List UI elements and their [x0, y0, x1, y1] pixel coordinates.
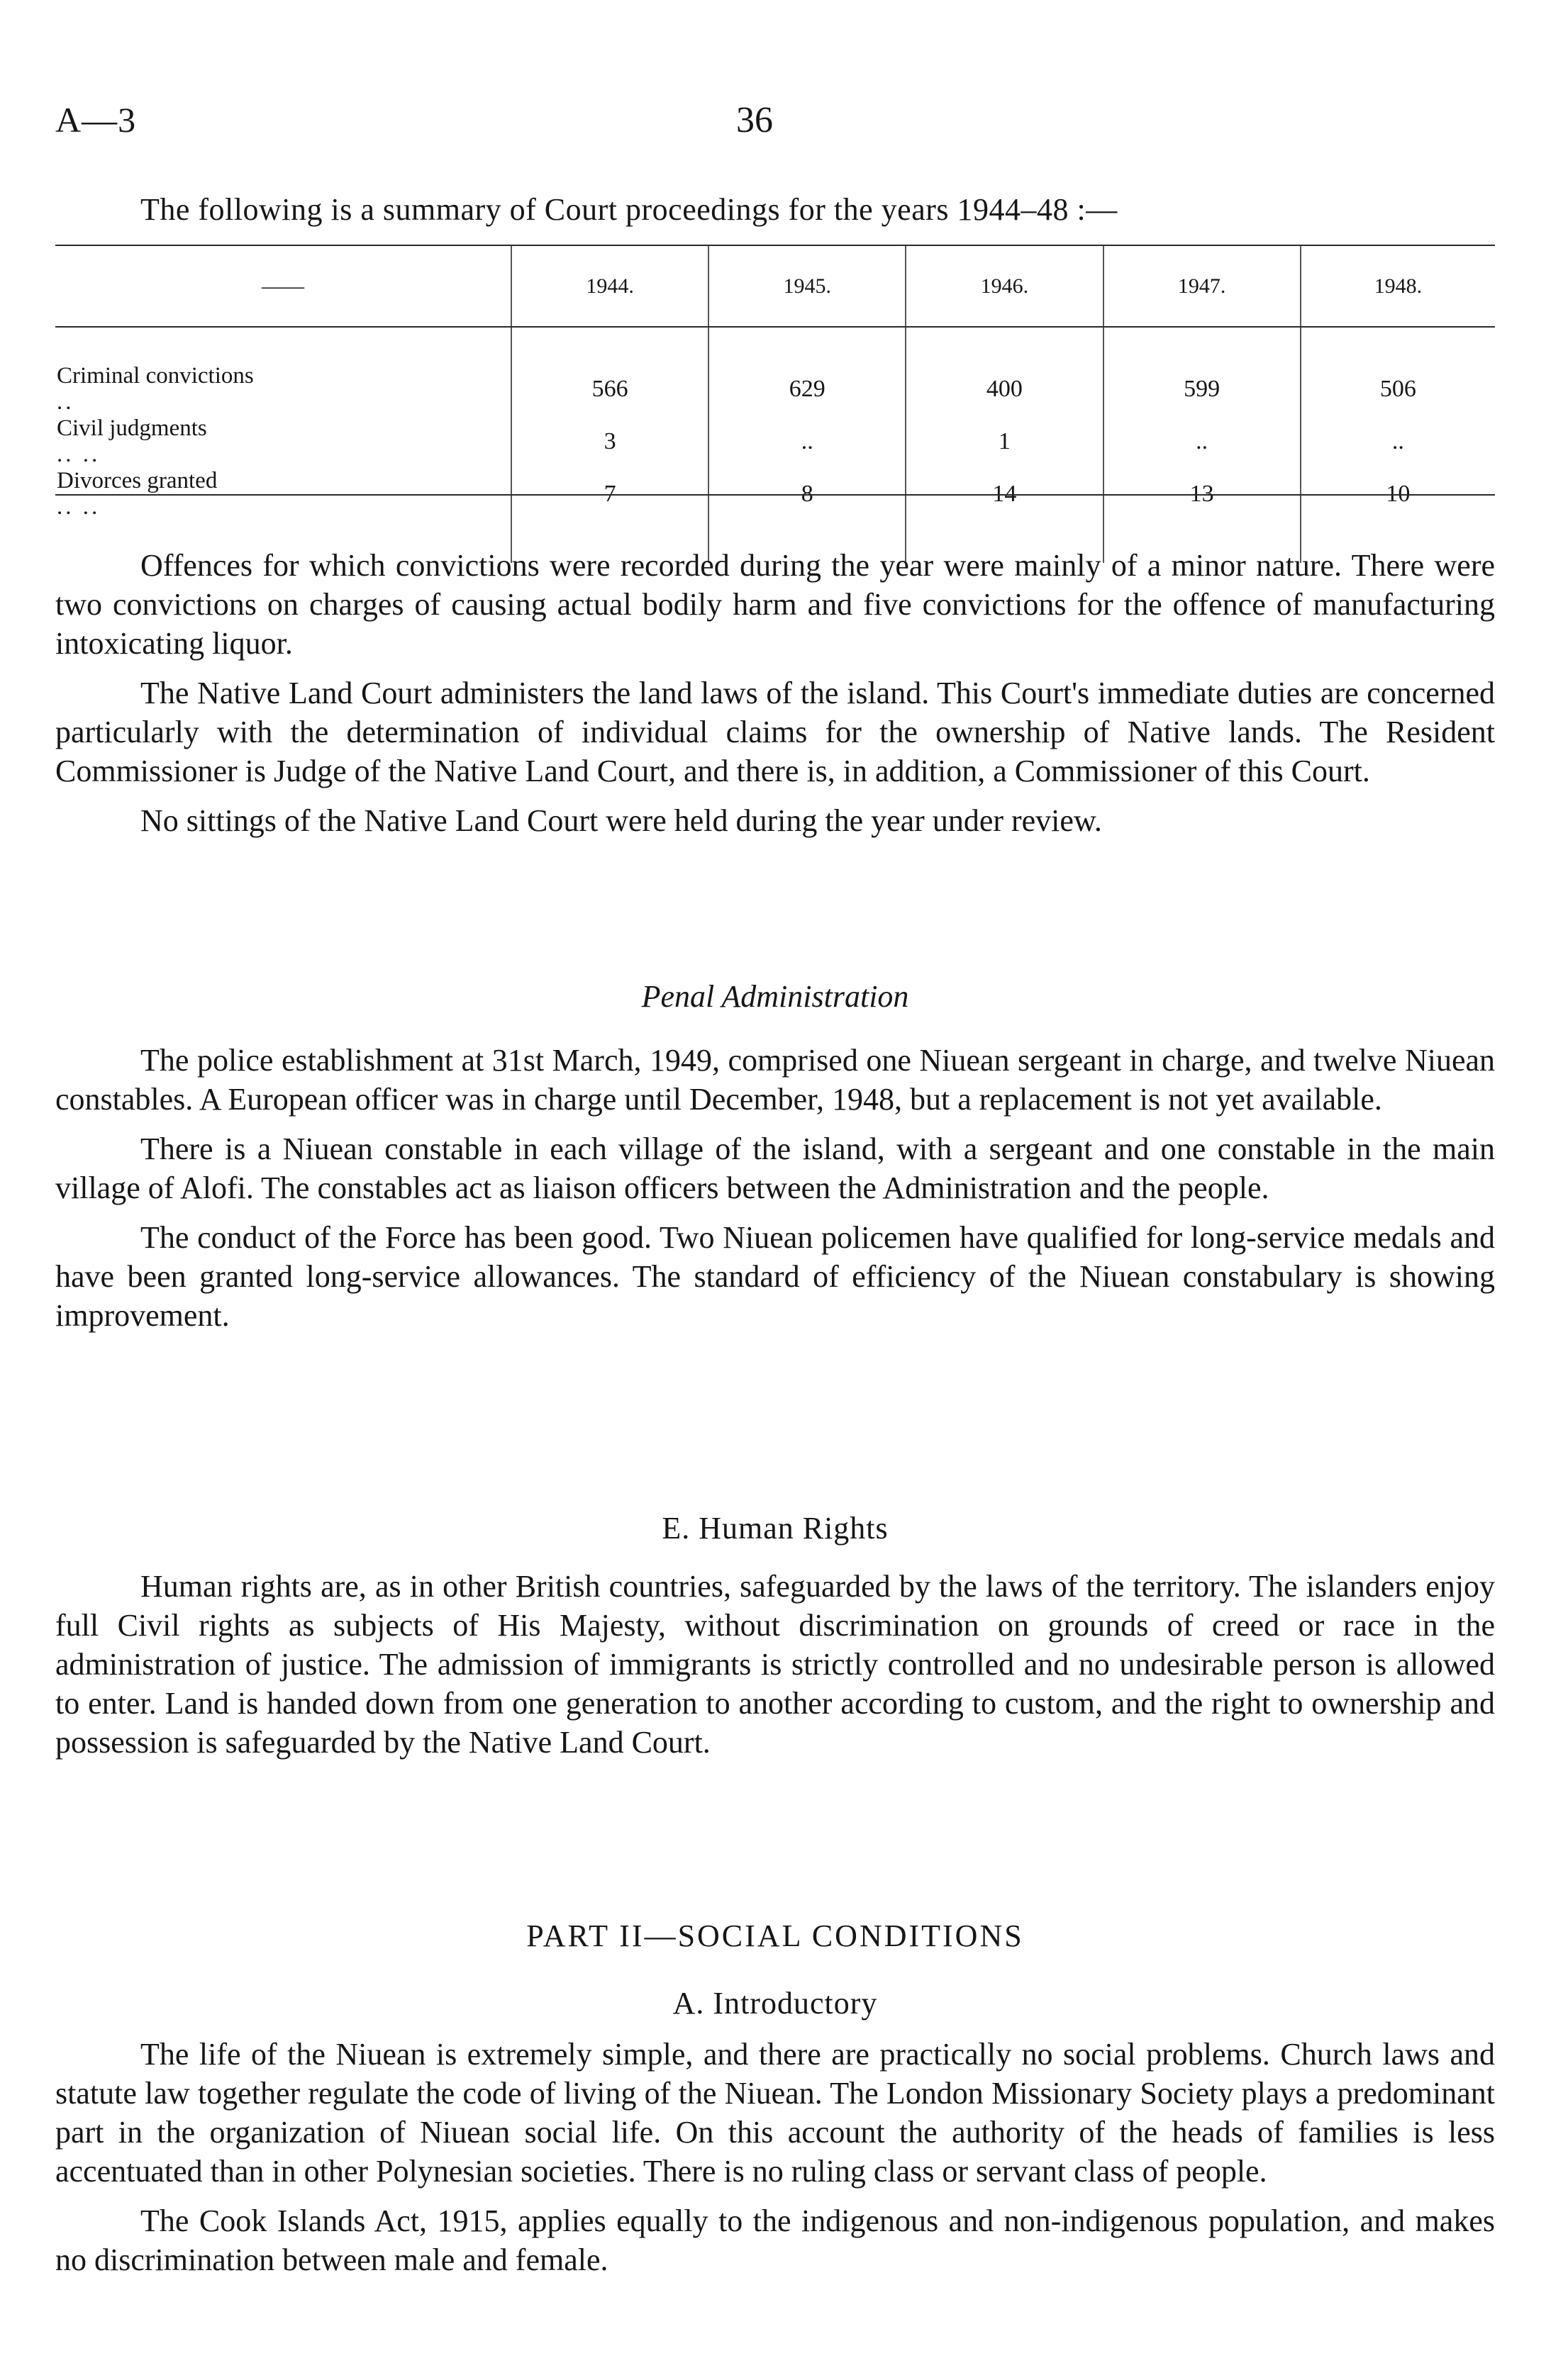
table-intro: The following is a summary of Court proceedings for the years 1944–48 :—	[140, 192, 1118, 227]
social-conditions-text	[55, 2035, 1495, 2290]
paragraph: There is a Niuean constable in each village of the island, with a sergeant and one constable in the main village of Alofi. The constables act as liaison officers between the Administration and the people.	[55, 1132, 1495, 1205]
table-cell: 10	[1301, 468, 1495, 563]
paragraph: The Native Land Court administers the land laws of the island. This Court's immediate duties are concerned particularly with the determination of individual claims for the ownership of Native lands. The Resident Commissioner is Judge of the Native Land Court, and there is, in addition, a Commissioner of this Court.	[55, 676, 1495, 788]
part-heading: PART II—SOCIAL CONDITIONS	[526, 1918, 1024, 1953]
table-cell: ..	[708, 415, 906, 468]
row-label: Civil judgments	[57, 415, 207, 441]
paragraph: Offences for which convictions were recorded during the year were mainly of a minor nature. There were two convictions on charges of causing actual bodily harm and five convictions for the offence of manufacturing intoxicating liquor.	[55, 548, 1495, 661]
paragraph: The Cook Islands Act, 1915, applies equally to the indigenous and non-indigenous population, and makes no discrimination between male and female.	[55, 2203, 1495, 2277]
table-cell: 599	[1103, 328, 1301, 415]
table-cell: 566	[511, 328, 708, 415]
year-header: 1945.	[708, 245, 906, 328]
table-header-row	[55, 245, 1495, 328]
human-rights-text	[55, 1567, 1495, 1772]
row-label: Criminal convictions	[57, 363, 254, 389]
table-cell: 14	[906, 468, 1103, 563]
table-cell: 7	[511, 468, 708, 563]
table-cell: 629	[708, 328, 906, 415]
row-label-cell	[55, 328, 511, 415]
table-cell: 1	[906, 415, 1103, 468]
row-label: Divorces granted	[57, 468, 218, 493]
table-row	[55, 415, 1495, 468]
table-cell: 506	[1301, 328, 1495, 415]
table-cell: 3	[511, 415, 708, 468]
document-reference: A—3	[55, 100, 137, 140]
row-label-cell	[55, 415, 511, 468]
table-cell: 13	[1103, 468, 1301, 563]
table-cell: 400	[906, 328, 1103, 415]
table-top-rule	[55, 245, 1495, 246]
paragraph: The life of the Niuean is extremely simple, and there are practically no social problems. Church laws and statute law together regulate the code of living of the Niuean. The London Missionary Society plays a predominant part in the organization of Niuean social life. On this account the authority of the heads of families is less accentuated than in other Polynesian societies. There is no ruling class or servant class of people.	[55, 2037, 1495, 2189]
penal-section-text	[55, 1041, 1495, 1346]
paragraph: The conduct of the Force has been good. Two Niuean policemen have qualified for long-service medals and have been granted long-service allowances. The standard of efficiency of the Niuean constabulary is showing improvement.	[55, 1220, 1495, 1333]
table-bottom-rule	[55, 494, 1495, 496]
row-leader: .. ..	[57, 494, 101, 520]
court-section-text	[55, 546, 1495, 851]
year-header: 1947.	[1103, 245, 1301, 328]
table-row	[55, 328, 1495, 415]
row-leader: .. ..	[57, 442, 101, 467]
section-heading-penal: Penal Administration	[641, 979, 909, 1014]
subsection-heading-introductory: A. Introductory	[672, 1986, 878, 2021]
table-cell: ..	[1103, 415, 1301, 468]
row-leader: ..	[57, 389, 74, 415]
year-header: 1944.	[511, 245, 708, 328]
year-header: 1946.	[906, 245, 1103, 328]
table-cell: 8	[708, 468, 906, 563]
paragraph: Human rights are, as in other British countries, safeguarded by the laws of the territory. The islanders enjoy full Civil rights as subjects of His Majesty, without discrimination on grounds of creed or race in the administration of justice. The admission of immigrants is strictly controlled and no undesirable person is allowed to enter. Land is handed down from one generation to another according to custom, and the right to ownership and possession is safeguarded by the Native Land Court.	[55, 1569, 1495, 1760]
table-header-rule	[55, 326, 1495, 328]
table-cell: ..	[1301, 415, 1495, 468]
paragraph: The police establishment at 31st March, 1949, comprised one Niuean sergeant in charge, and twelve Niuean constables. A European officer was in charge until December, 1948, but a replacement is not yet available.	[55, 1043, 1495, 1117]
page-number: 36	[736, 100, 773, 140]
table-corner: ——	[262, 274, 304, 298]
paragraph: No sittings of the Native Land Court were held during the year under review.	[140, 803, 1102, 838]
section-heading-human-rights: E. Human Rights	[662, 1511, 889, 1546]
year-header: 1948.	[1301, 245, 1495, 328]
